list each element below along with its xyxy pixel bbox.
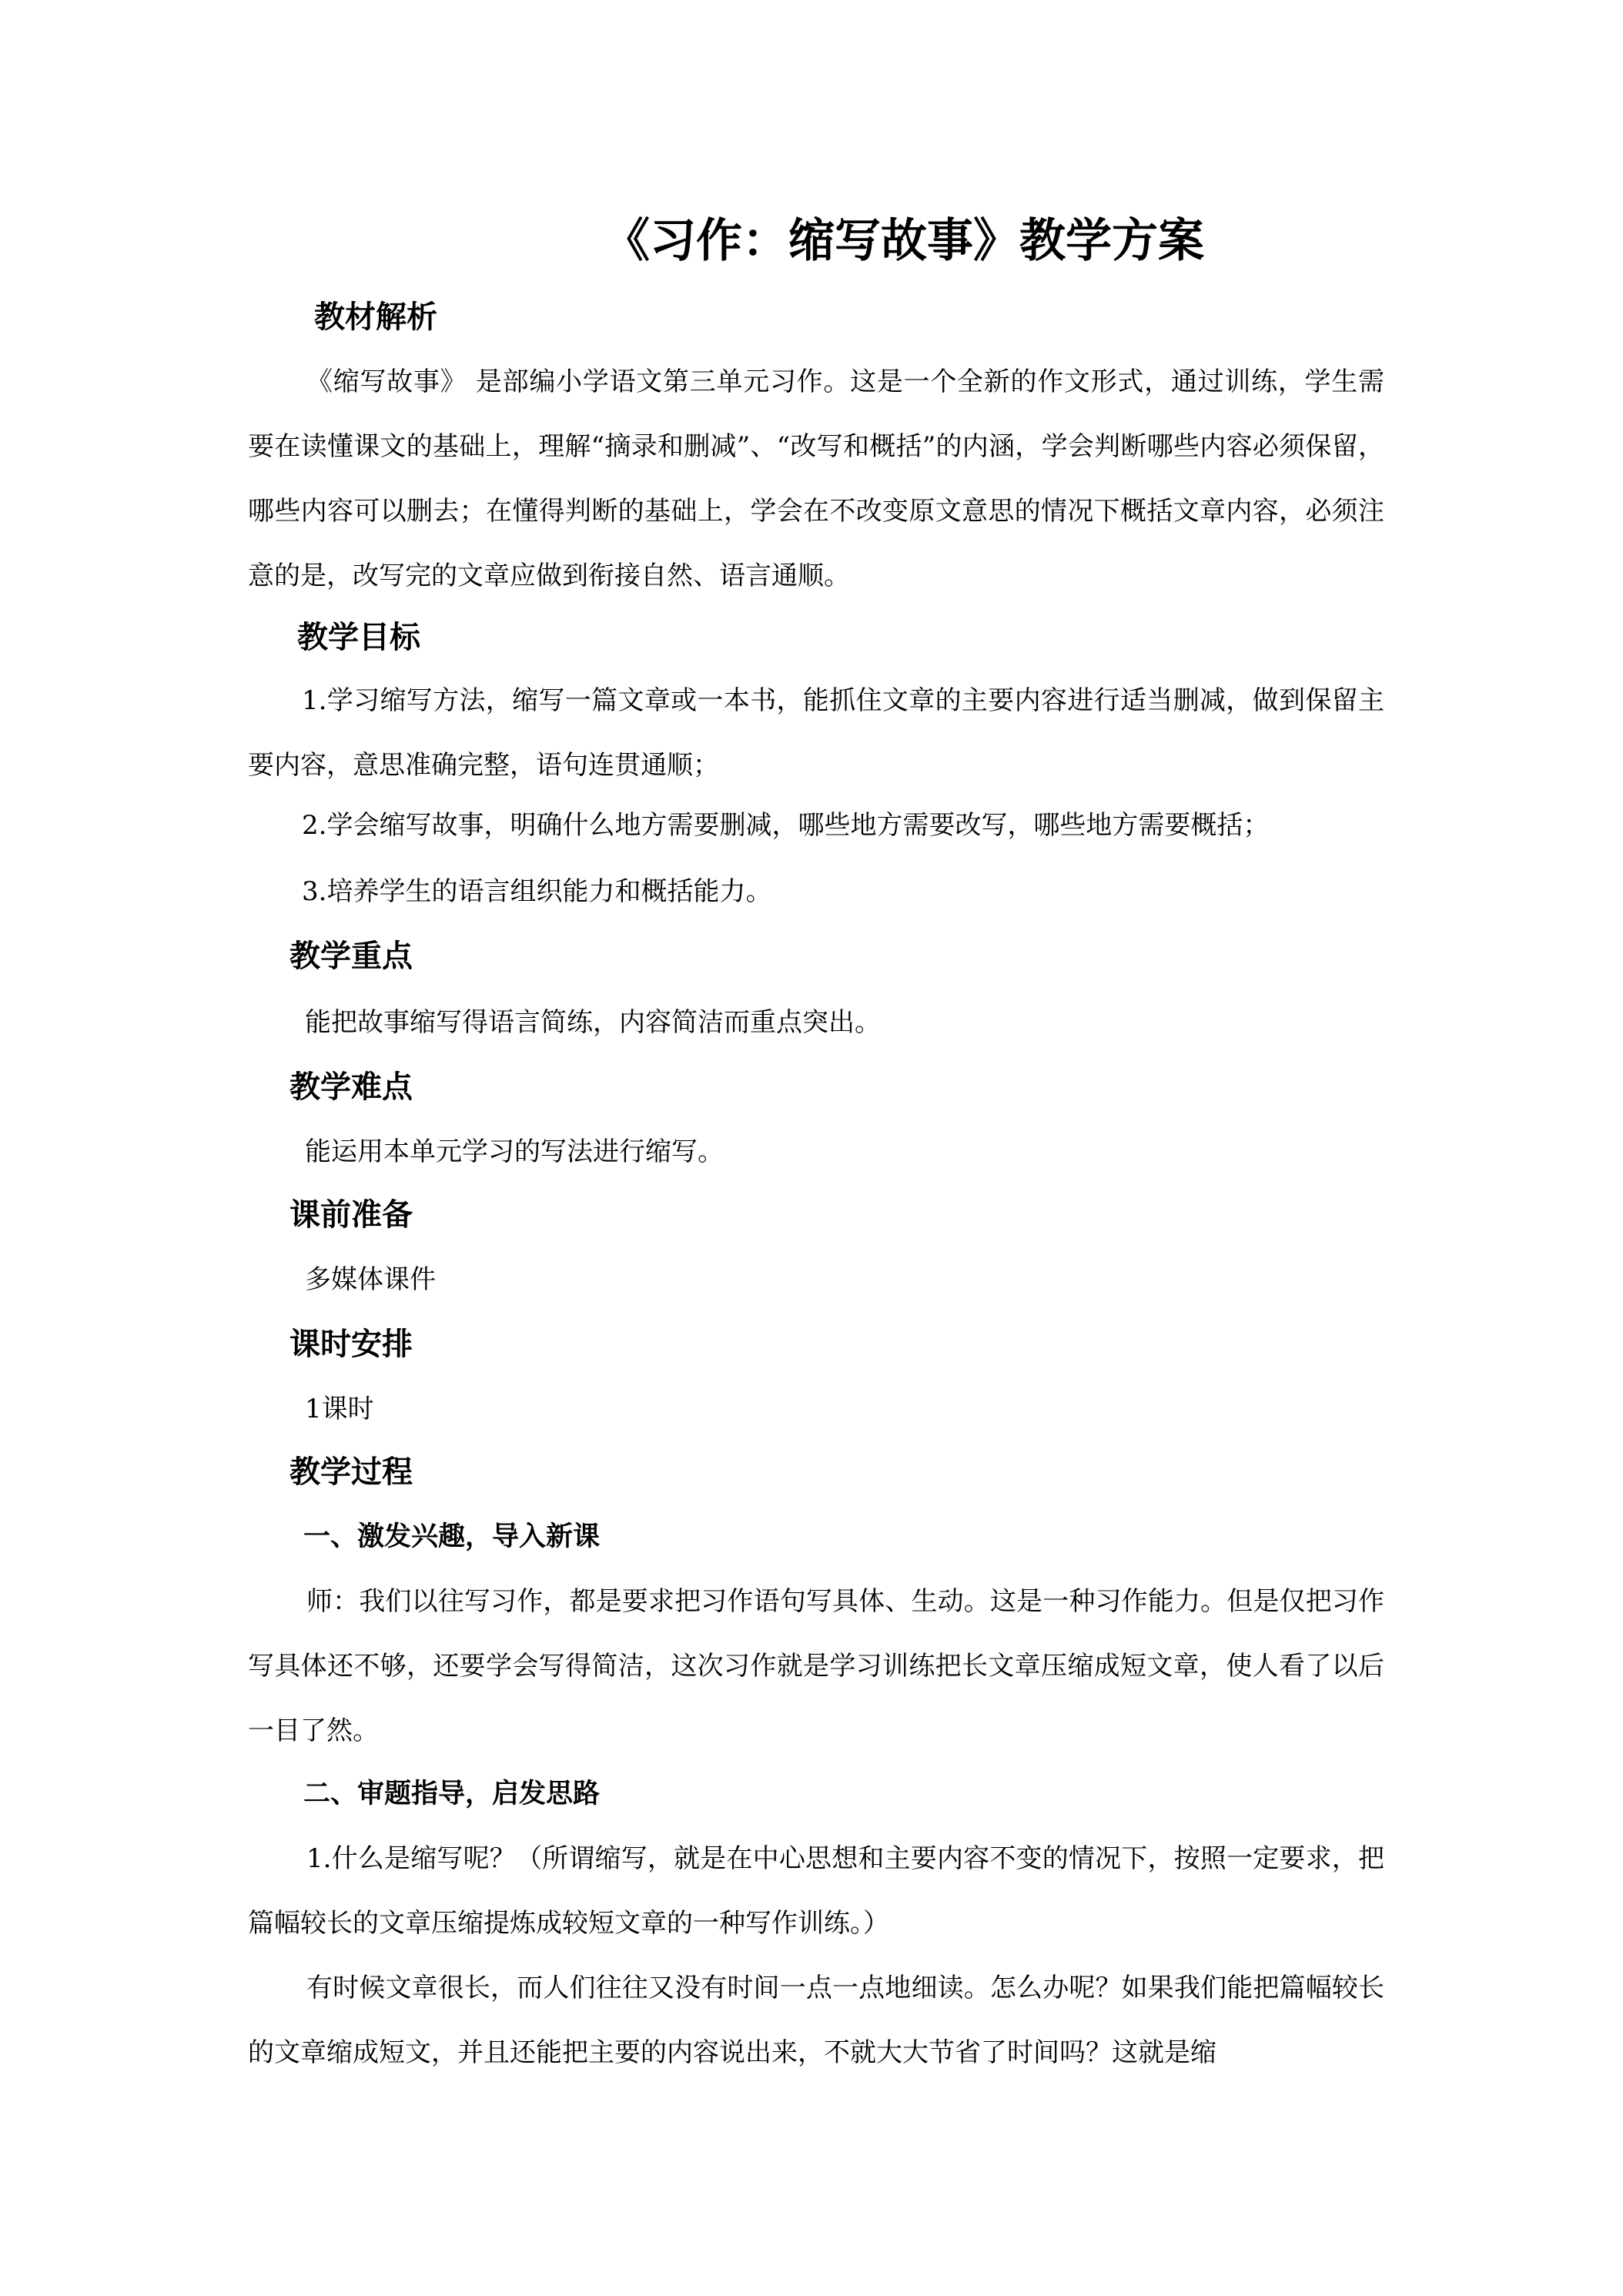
section-heading-preparation: 课前准备 xyxy=(289,1197,413,1233)
key-points-text: 能把故事缩写得语言简练，内容简洁而重点突出。 xyxy=(305,1007,881,1038)
process-step-2-heading: 二、审题指导，启发思路 xyxy=(303,1779,601,1809)
goal-item-2: 2.学会缩写故事，明确什么地方需要删减，哪些地方需要改写，哪些地方需要概括； xyxy=(302,810,1270,841)
section-heading-process: 教学过程 xyxy=(289,1454,413,1490)
goal-item-3: 3.培养学生的语言组织能力和概括能力。 xyxy=(302,876,772,907)
section-heading-goals: 教学目标 xyxy=(297,620,420,655)
process-step-1-text: 师：我们以往写习作，都是要求把习作语句写具体、生动。这是一种习作能力。但是仅把习作写具体还不够，还要学会写得简洁，这次习作就是学习训练把长文章压缩成短文章，使人看了以后一目了然。 xyxy=(248,1586,1384,1746)
section-heading-key-points: 教学重点 xyxy=(289,939,413,974)
schedule-text: 1课时 xyxy=(305,1394,374,1424)
section-heading-difficulties: 教学难点 xyxy=(289,1069,413,1105)
preparation-text: 多媒体课件 xyxy=(305,1264,436,1295)
goal-item-1: 1.学习缩写方法，缩写一篇文章或一本书，能抓住文章的主要内容进行适当删减，做到保留主要内容，意思准确完整，语句连贯通顺； xyxy=(248,685,1384,781)
section-heading-analysis: 教材解析 xyxy=(314,300,437,335)
paragraph-analysis: 《缩写故事》 是部编小学语文第三单元习作。这是一个全新的作文形式，通过训练，学生需要在读懂课文的基础上，理解“摘录和删减”、“改写和概括”的内涵，学会判断哪些内容必须保留，哪些内容可以删去；在懂得判断的基础上，学会在不改变原文意思的情况下概括文章内容，必须注意的是，改写完的文章应做到衔接自然、语言通顺。 xyxy=(248,366,1384,591)
process-step-2-text-2: 有时候文章很长，而人们往往又没有时间一点一点地细读。怎么办呢？如果我们能把篇幅较长的文章缩成短文，并且还能把主要的内容说出来，不就大大节省了时间吗？这就是缩 xyxy=(248,1973,1384,2068)
process-step-2-text-1: 1.什么是缩写呢？（所谓缩写，就是在中心思想和主要内容不变的情况下，按照一定要求，把篇幅较长的文章压缩提炼成较短文章的一种写作训练。） xyxy=(248,1843,1384,1939)
process-step-1-heading: 一、激发兴趣，导入新课 xyxy=(303,1521,601,1552)
difficulties-text: 能运用本单元学习的写法进行缩写。 xyxy=(305,1136,724,1167)
document-title: 《习作：缩写故事》教学方案 xyxy=(604,214,1204,268)
section-heading-schedule: 课时安排 xyxy=(289,1327,413,1362)
